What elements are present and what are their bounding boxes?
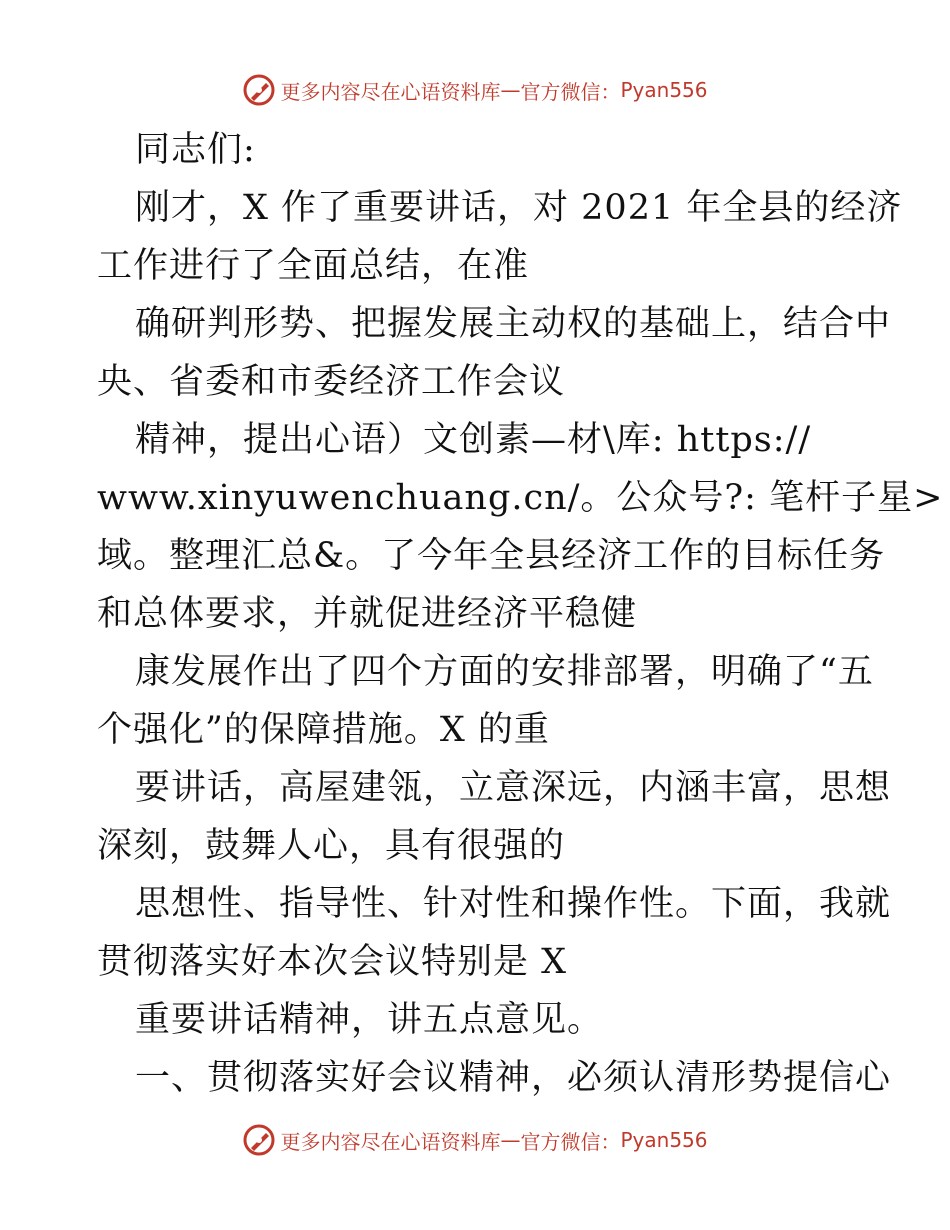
text-line: www.xinyuwenchuang.cn/。公众号?: 笔杆子星>: [97, 478, 944, 518]
document-body: [97, 121, 944, 1107]
text-line: 央、省委和市委经济工作会议: [97, 362, 566, 402]
text-line: 要讲话，高屋建瓴，立意深远，内涵丰富，思想: [135, 768, 892, 808]
banner-wechat-label: 官方微信：: [520, 1129, 621, 1154]
text-line: 个强化”的保障措施。X 的重: [97, 710, 550, 750]
text-line: 域。整理汇总&。了今年全县经济工作的目标任务: [97, 536, 886, 576]
text-line: 深刻，鼓舞人心，具有很强的: [97, 826, 566, 866]
pen-circle-icon: [242, 73, 276, 107]
footer-banner: [0, 1120, 950, 1160]
text-line: 精神，提出心语）文创素—材\库: https://: [135, 420, 812, 460]
text-line: 一、贯彻落实好会议精神，必须认清形势提信心: [135, 1058, 892, 1098]
text-line: 确研判形势、把握发展主动权的基础上，结合中: [135, 304, 892, 344]
text-line: 思想性、指导性、针对性和操作性。下面，我就: [135, 884, 892, 924]
pen-circle-icon: [242, 1123, 276, 1157]
text-line: 贯彻落实好本次会议特别是 X: [97, 942, 568, 982]
text-line: 和总体要求，并就促进经济平稳健: [97, 594, 638, 634]
banner-dash: —: [500, 78, 521, 102]
text-line: 康发展作出了四个方面的安排部署，明确了“五: [135, 652, 874, 692]
text-line: 刚才，X 作了重要讲话，对 2021 年全县的经济: [135, 188, 903, 228]
banner-dash: —: [500, 1128, 521, 1152]
header-banner: [0, 70, 950, 110]
text-line: 同志们:: [135, 130, 256, 170]
banner-wechat-handle: Pyan556: [620, 78, 708, 102]
banner-wechat-handle: Pyan556: [620, 1128, 708, 1152]
banner-brand-text: 更多内容尽在心语资料库: [280, 1129, 501, 1154]
banner-wechat-label: 官方微信：: [520, 79, 621, 104]
text-line: 重要讲话精神，讲五点意见。: [135, 1000, 604, 1040]
text-line: 工作进行了全面总结，在准: [97, 246, 530, 286]
banner-brand-text: 更多内容尽在心语资料库: [280, 79, 501, 104]
